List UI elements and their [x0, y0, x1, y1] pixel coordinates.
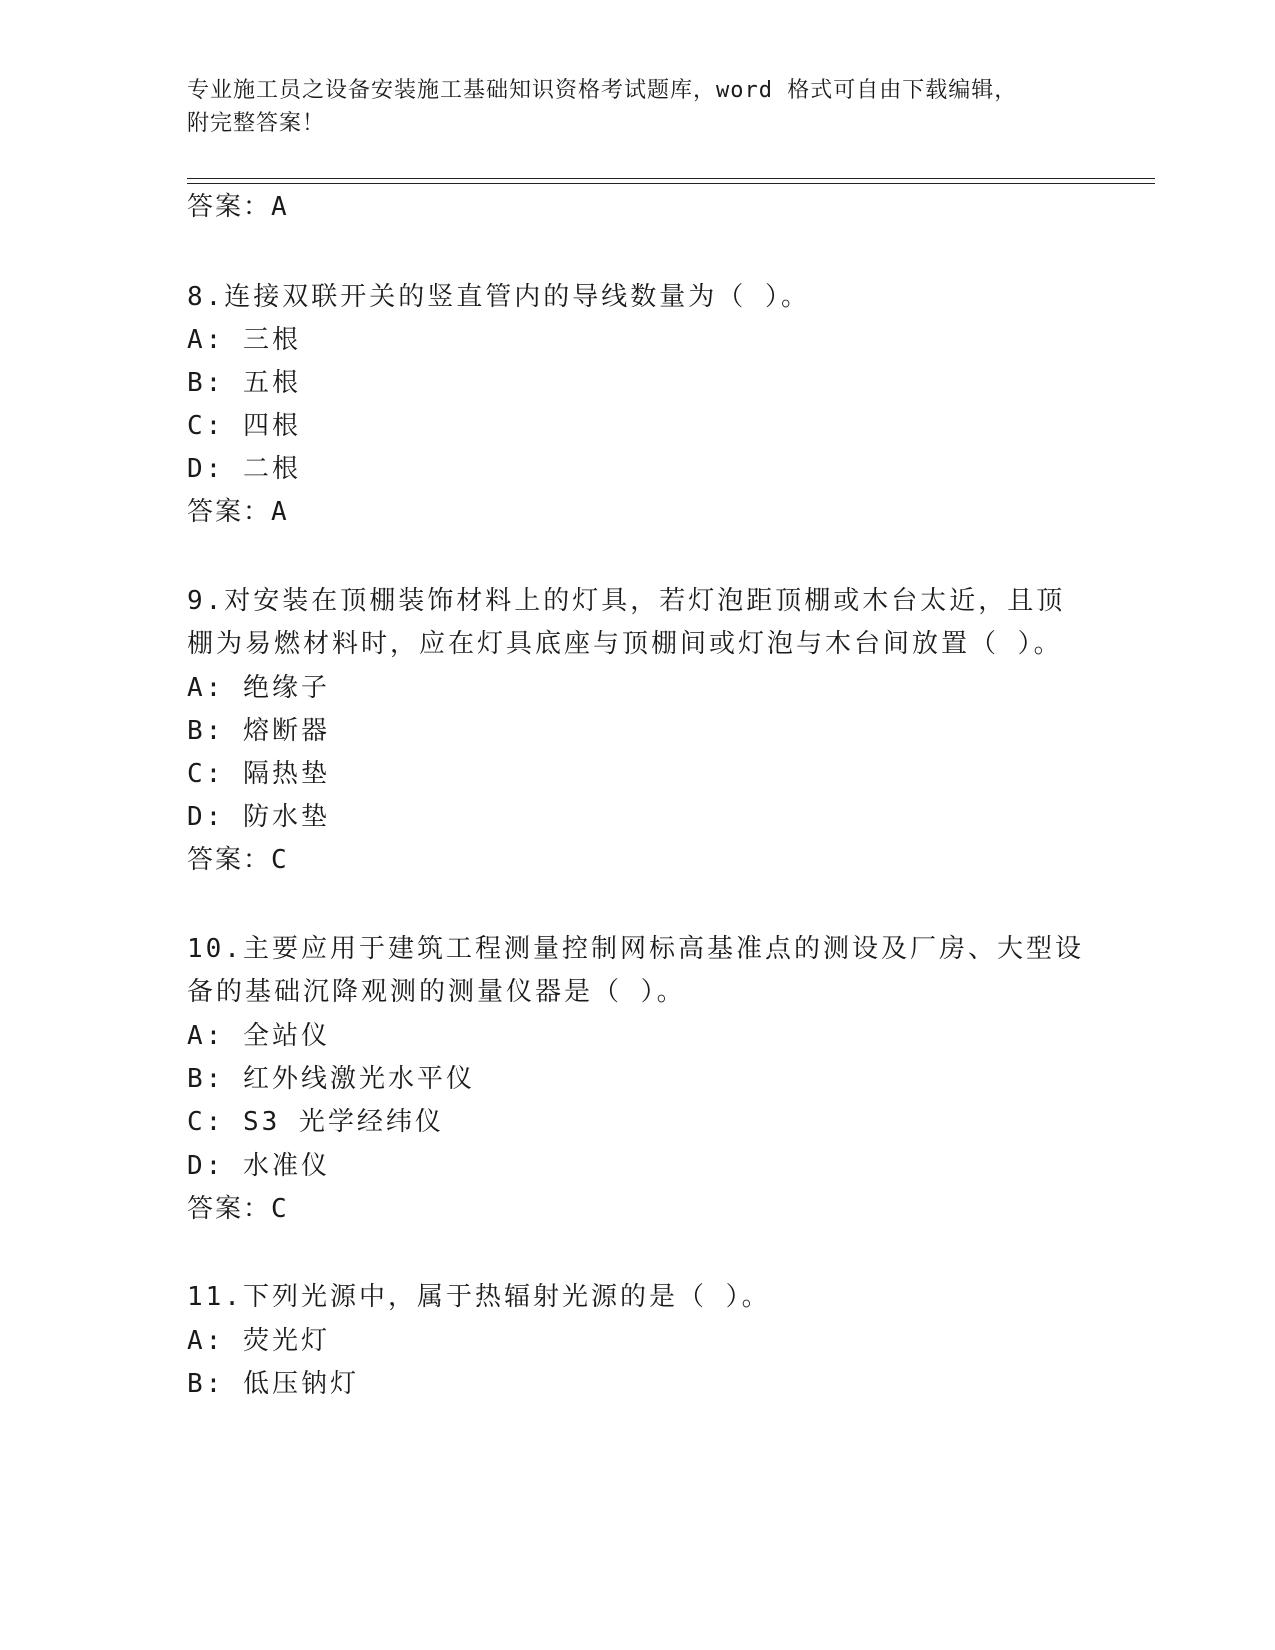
answer-label: 答案： — [187, 845, 272, 875]
answer-value: A — [271, 497, 289, 527]
option-item: D: 二根 — [187, 454, 301, 484]
answer-line — [187, 839, 289, 876]
option-item: C: S3 光学经纬仪 — [187, 1107, 444, 1137]
question-text: 8.连接双联开关的竖直管内的导线数量为（ ）。 — [187, 282, 810, 312]
answer-value: A — [271, 192, 289, 222]
answer-value: C — [271, 845, 289, 875]
header-divider — [187, 183, 1155, 184]
answer-value: C — [271, 1194, 289, 1224]
answer-line — [187, 186, 289, 223]
option-item: D: 水准仪 — [187, 1151, 330, 1181]
option-item: B: 五根 — [187, 368, 301, 398]
answer-line — [187, 1188, 289, 1225]
question-text: 10.主要应用于建筑工程测量控制网标高基准点的测设及厂房、大型设 — [187, 934, 1084, 964]
document-header — [187, 74, 1067, 140]
header-line: 专业施工员之设备安装施工基础知识资格考试题库，word 格式可自由下载编辑， — [187, 78, 1018, 103]
option-item: D: 防水垫 — [187, 802, 330, 832]
header-line: 附完整答案！ — [187, 111, 326, 136]
answer-label: 答案： — [187, 192, 272, 222]
question-text: 11.下列光源中，属于热辐射光源的是（ ）。 — [187, 1282, 771, 1312]
option-item: B: 低压钠灯 — [187, 1369, 359, 1399]
option-item: A: 全站仪 — [187, 1021, 330, 1051]
option-item: A: 绝缘子 — [187, 673, 330, 703]
option-item: B: 熔断器 — [187, 716, 330, 746]
option-item: B: 红外线激光水平仪 — [187, 1064, 475, 1094]
answer-label: 答案： — [187, 497, 272, 527]
answer-label: 答案： — [187, 1194, 272, 1224]
answer-line — [187, 491, 289, 528]
question-text: 9.对安装在顶棚装饰材料上的灯具，若灯泡距顶棚或木台太近，且顶 — [187, 586, 1066, 616]
option-item: C: 隔热垫 — [187, 759, 330, 789]
option-item: C: 四根 — [187, 411, 301, 441]
header-divider — [187, 178, 1155, 179]
option-item: A: 三根 — [187, 325, 301, 355]
question-text: 棚为易燃材料时，应在灯具底座与顶棚间或灯泡与木台间放置（ ）。 — [187, 629, 1063, 659]
option-item: A: 荧光灯 — [187, 1326, 330, 1356]
question-text: 备的基础沉降观测的测量仪器是（ ）。 — [187, 977, 686, 1007]
